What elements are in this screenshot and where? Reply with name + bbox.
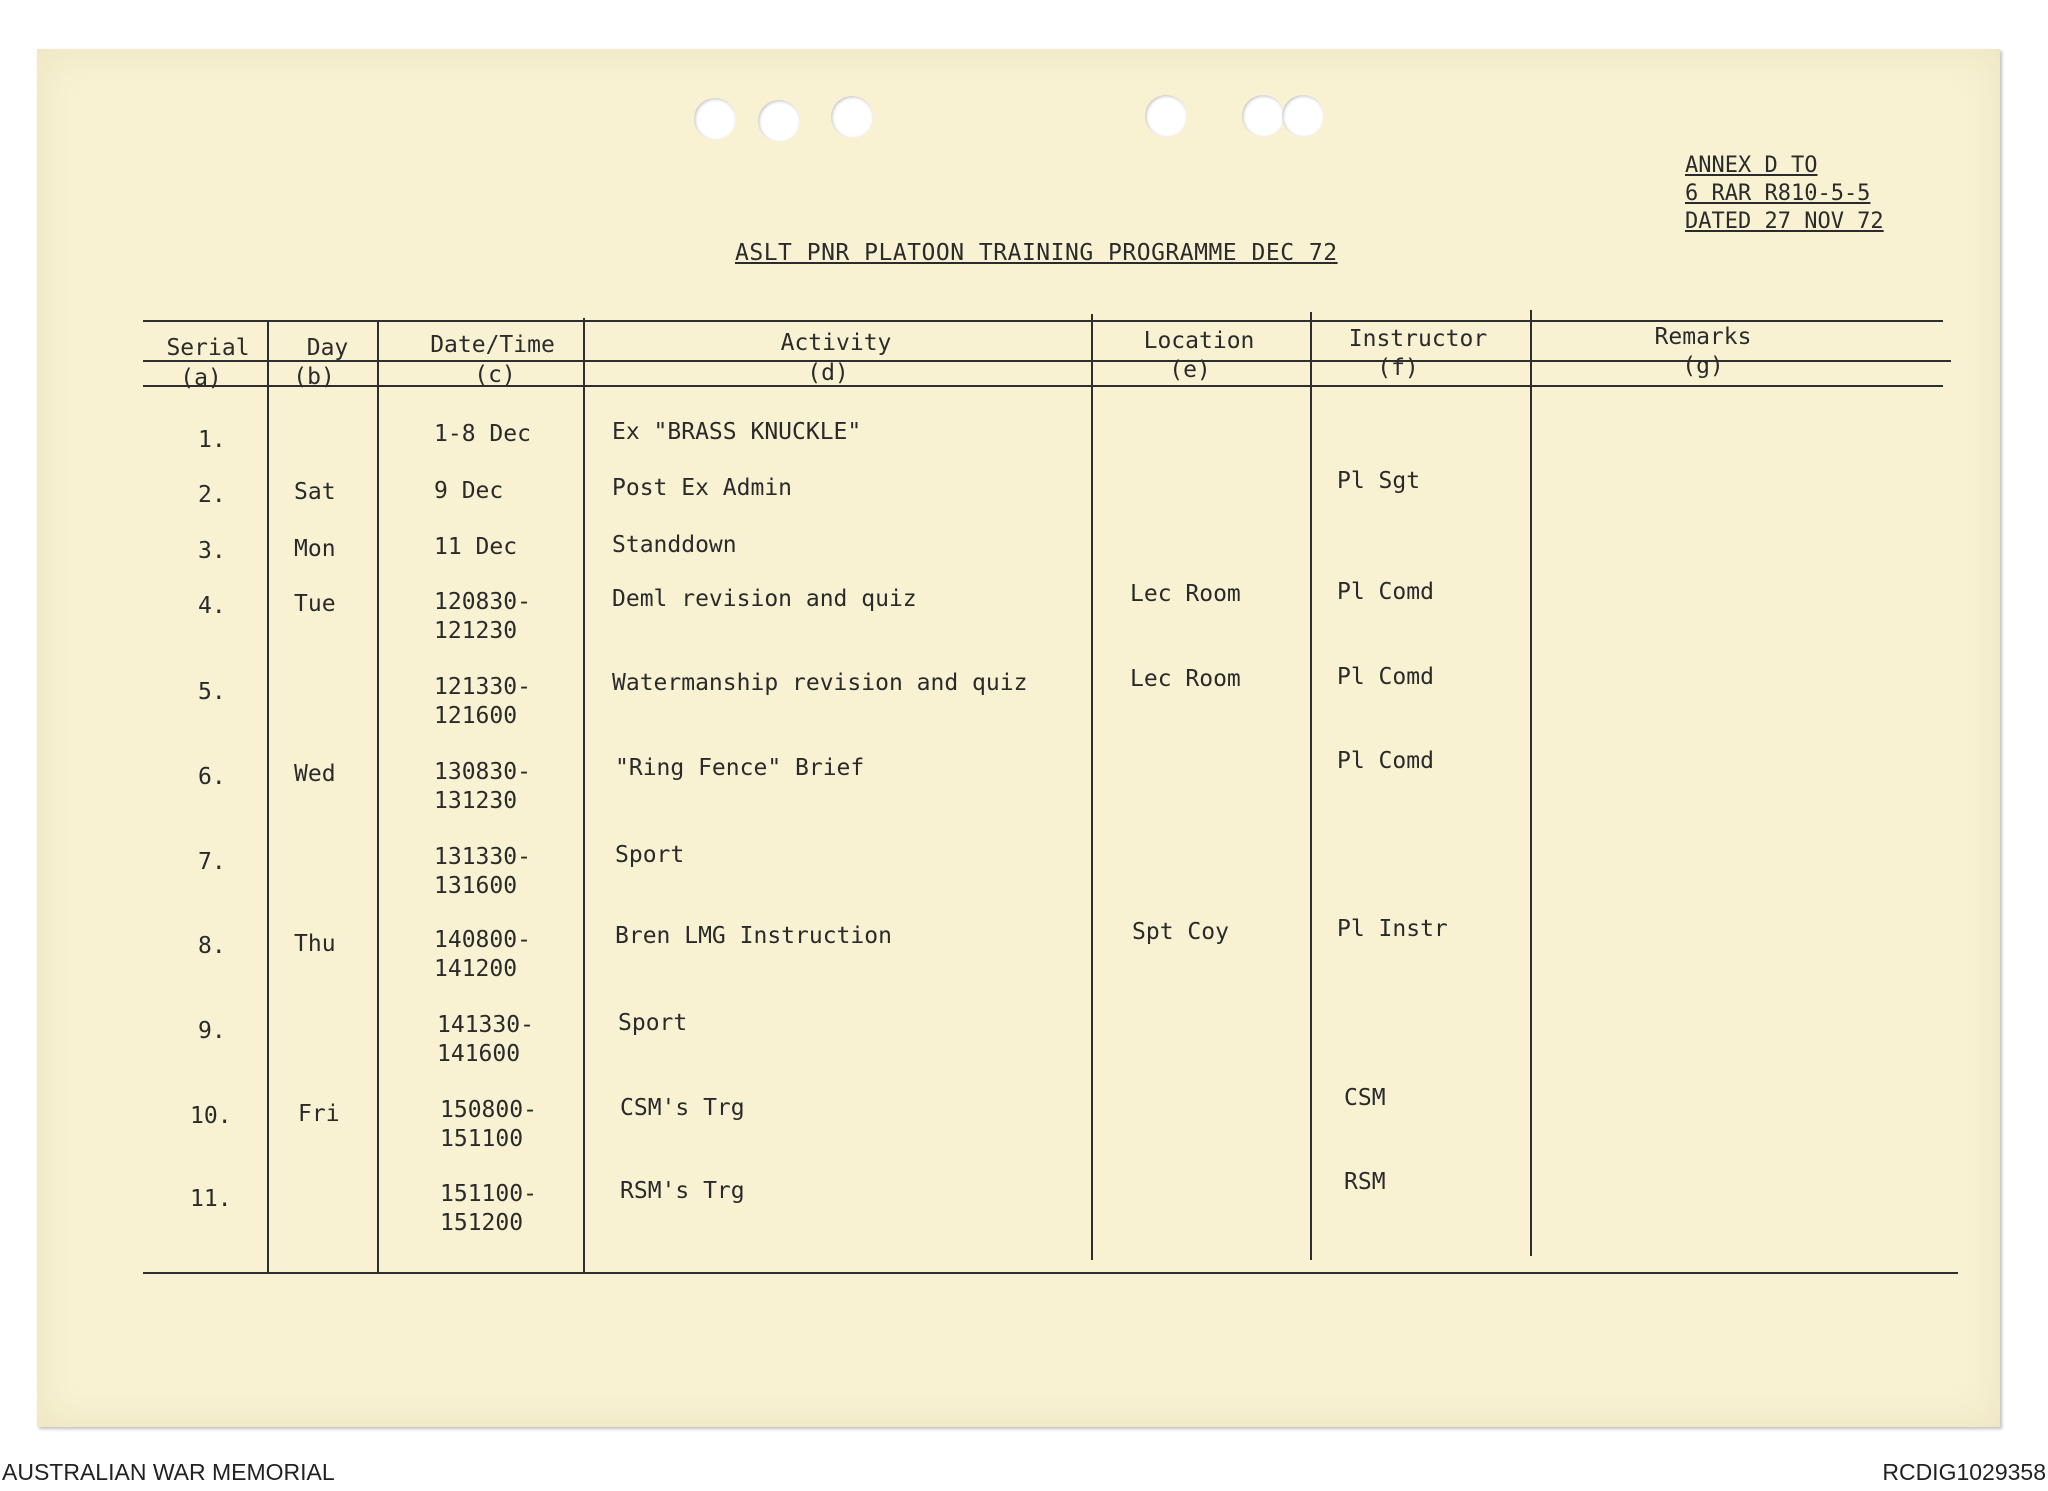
table-row-instructor: Pl Instr <box>1337 916 1448 942</box>
table-row-activity: Standdown <box>612 532 737 558</box>
footer-archive-name: AUSTRALIAN WAR MEMORIAL <box>2 1459 335 1485</box>
table-row-serial: 10. <box>190 1103 232 1129</box>
table-row-activity: Watermanship revision and quiz <box>612 670 1028 696</box>
table-row-instructor: CSM <box>1344 1085 1386 1111</box>
table-row-time-start: 131330- <box>434 844 531 870</box>
column-header-datetime-letter: (c) <box>474 362 516 388</box>
column-divider <box>1530 310 1532 1256</box>
footer-catalog-id: RCDIG1029358 <box>1882 1459 2046 1485</box>
punch-hole <box>1145 95 1187 137</box>
table-row-serial: 2. <box>198 482 226 508</box>
table-row-activity: Sport <box>618 1010 688 1036</box>
table-row-time-start: 140800- <box>434 927 531 953</box>
table-row-time-start: 130830- <box>434 759 531 785</box>
column-header-instructor: Instructor <box>1348 326 1488 352</box>
column-header-location-letter: (e) <box>1169 357 1211 383</box>
table-row-instructor: Pl Comd <box>1337 664 1434 690</box>
table-row-instructor: RSM <box>1344 1169 1386 1195</box>
table-row-time-end: 131230 <box>434 788 518 814</box>
table-row-serial: 3. <box>198 538 226 564</box>
table-row-time-start: 141330- <box>437 1012 534 1038</box>
table-row-time-start: 150800- <box>440 1097 537 1123</box>
document-title: ASLT PNR PLATOON TRAINING PROGRAMME DEC 72 <box>735 240 1338 266</box>
column-header-day-letter: (b) <box>293 364 335 390</box>
table-bottom-rule <box>143 1272 1958 1274</box>
table-row-time-start: 120830- <box>434 589 531 615</box>
column-divider <box>583 318 585 1273</box>
column-header-datetime: Date/Time <box>430 332 555 358</box>
table-row-day: Thu <box>294 931 336 957</box>
punch-hole <box>831 96 873 138</box>
table-row-serial: 11. <box>190 1186 232 1212</box>
table-row-time-end: 141600 <box>437 1041 521 1067</box>
column-header-serial: Serial <box>166 335 250 361</box>
column-header-instructor-letter: (f) <box>1377 355 1419 381</box>
table-row-day: Tue <box>294 591 336 617</box>
table-row-activity: Post Ex Admin <box>612 475 793 501</box>
punch-hole <box>1242 95 1284 137</box>
table-row-serial: 7. <box>198 849 226 875</box>
table-row-serial: 8. <box>198 933 226 959</box>
table-row-time-end: 141200 <box>434 956 518 982</box>
table-top-rule <box>143 320 1943 322</box>
annex-line: 6 RAR R810-5-5 <box>1685 181 1871 206</box>
punch-hole <box>694 98 736 140</box>
table-row-activity: "Ring Fence" Brief <box>615 755 865 781</box>
table-row-time-end: 151100 <box>440 1126 524 1152</box>
table-row-instructor: Pl Comd <box>1337 748 1434 774</box>
table-row-time-start: 9 Dec <box>434 478 504 504</box>
table-row-serial: 6. <box>198 764 226 790</box>
table-row-day: Fri <box>298 1101 340 1127</box>
table-row-day: Mon <box>294 536 336 562</box>
table-row-serial: 1. <box>198 427 226 453</box>
punch-hole <box>1282 95 1324 137</box>
table-row-time-end: 121230 <box>434 618 518 644</box>
column-divider <box>1091 314 1093 1260</box>
table-row-time-start: 151100- <box>440 1181 537 1207</box>
table-row-time-start: 1-8 Dec <box>434 421 531 447</box>
column-header-remarks: Remarks <box>1654 324 1752 350</box>
table-row-location: Spt Coy <box>1132 919 1229 945</box>
column-header-day: Day <box>306 335 349 361</box>
column-divider <box>377 320 379 1273</box>
table-row-activity: Ex "BRASS KNUCKLE" <box>612 419 862 445</box>
table-row-time-end: 121600 <box>434 703 518 729</box>
table-row-serial: 4. <box>198 593 226 619</box>
table-row-time-end: 151200 <box>440 1210 524 1236</box>
table-row-instructor: Pl Comd <box>1337 579 1434 605</box>
column-divider <box>267 320 269 1273</box>
table-row-day: Wed <box>294 761 336 787</box>
column-header-remarks-letter: (g) <box>1682 353 1724 379</box>
table-row-time-start: 11 Dec <box>434 534 518 560</box>
column-divider <box>1310 312 1312 1260</box>
table-row-activity: Bren LMG Instruction <box>615 923 892 949</box>
table-row-activity: CSM's Trg <box>620 1095 745 1121</box>
table-row-instructor: Pl Sgt <box>1337 468 1421 494</box>
column-header-location: Location <box>1143 328 1255 354</box>
column-header-activity: Activity <box>780 330 892 356</box>
table-row-activity: Deml revision and quiz <box>612 586 917 612</box>
table-row-day: Sat <box>294 479 336 505</box>
column-header-activity-letter: (d) <box>807 360 849 386</box>
table-row-serial: 9. <box>198 1018 226 1044</box>
table-row-activity: RSM's Trg <box>620 1178 745 1204</box>
table-row-serial: 5. <box>198 679 226 705</box>
column-header-serial-letter: (a) <box>180 365 222 391</box>
punch-hole <box>758 100 800 142</box>
table-row-time-start: 121330- <box>434 674 531 700</box>
table-row-location: Lec Room <box>1130 581 1241 607</box>
table-row-time-end: 131600 <box>434 873 518 899</box>
table-row-activity: Sport <box>615 842 685 868</box>
annex-line: DATED 27 NOV 72 <box>1685 209 1884 234</box>
table-row-location: Lec Room <box>1130 666 1241 692</box>
annex-line: ANNEX D TO <box>1685 153 1818 178</box>
annex-reference <box>1685 152 1884 236</box>
